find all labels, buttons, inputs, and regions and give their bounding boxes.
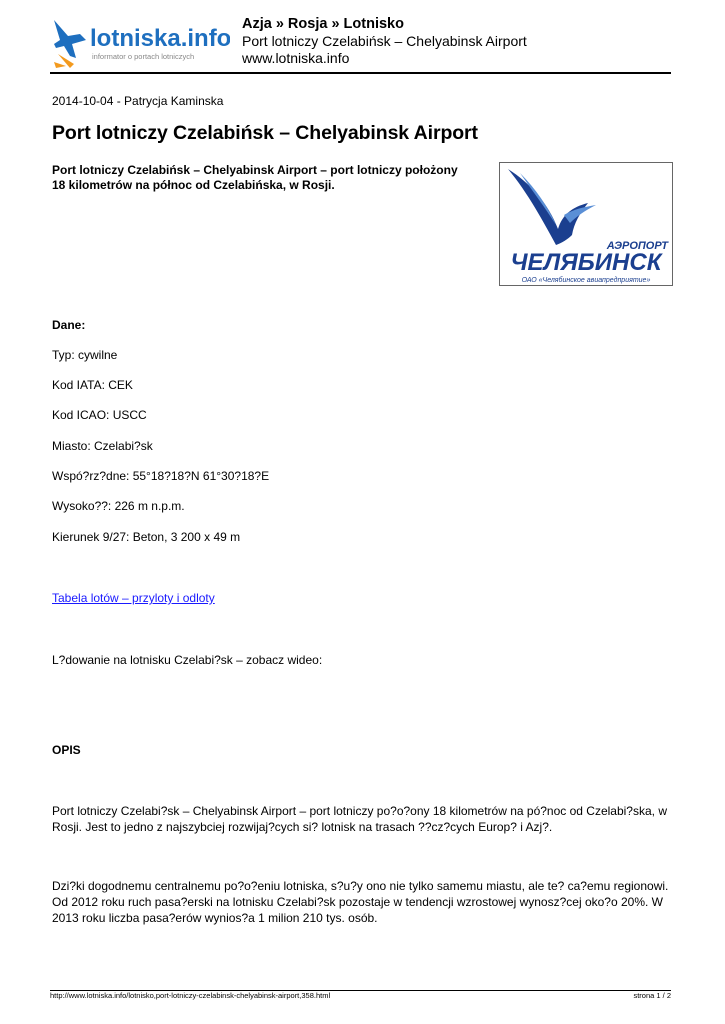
bird-icon xyxy=(508,169,596,245)
article-lead: Port lotniczy Czelabińsk – Chelyabinsk Airport – port lotniczy położony 18 kilometrów na północ od Czelabińska, w Rosji. xyxy=(52,163,458,192)
footer-page-number: strona 1 / 2 xyxy=(633,991,671,1000)
info-kierunek: Kierunek 9/27: Beton, 3 200 x 49 m xyxy=(52,530,241,544)
paragraph-1: Port lotniczy Czelabi?sk – Chelyabinsk Airport – port lotniczy po?o?ony 18 kilometrów na pó?noc od Czelabi?ska, w Rosji. Jest to jedno z najszybciej rozwijaj?cych si? lotnisk na trasach ??cz?cych Europ? i Azj?. xyxy=(52,804,667,834)
image-caption: ОАО «Челябинское авиапредприятие» xyxy=(521,277,651,284)
plane-logo-icon xyxy=(54,20,86,68)
info-iata: Kod IATA: CEK xyxy=(52,378,133,392)
article-meta: 2014-10-04 - Patrycja Kaminska xyxy=(52,94,224,108)
paragraph-2: Dzi?ki dogodnemu centralnemu po?o?eniu lotniska, s?u?y ono nie tylko samemu miastu, ale te? ca?emu regionowi. Od 2012 roku ruch pasa?erski na lotnisku Czelabi?sk pozostaje w tendencji wzrostowej wynosz?cej oko?o 20%. W 2013 roku liczba pasa?erów wynios?a 1 milion 210 tys. osób. xyxy=(52,879,669,925)
header-subtitle: Port lotniczy Czelabińsk – Chelyabinsk Airport xyxy=(242,33,527,49)
opis-heading: OPIS xyxy=(52,743,81,757)
page-title: Port lotniczy Czelabińsk – Chelyabinsk Airport xyxy=(52,122,478,144)
info-miasto: Miasto: Czelabi?sk xyxy=(52,439,153,453)
dane-heading: Dane: xyxy=(52,318,86,332)
header-divider xyxy=(50,72,671,74)
info-typ: Typ: cywilne xyxy=(52,348,118,362)
breadcrumb: Azja » Rosja » Lotnisko xyxy=(242,16,404,32)
info-wysokosc: Wysoko??: 226 m n.p.m. xyxy=(52,499,185,513)
footer-url: http://www.lotniska.info/lotnisko,port-lotniczy-czelabinsk-chelyabinsk-airport,358.html xyxy=(50,991,331,1000)
info-icao: Kod ICAO: USCC xyxy=(52,408,147,422)
lotniska-logo[interactable] xyxy=(50,14,230,70)
info-wspolrzedne: Wspó?rz?dne: 55°18?18?N 61°30?18?E xyxy=(52,469,270,483)
logo-tagline: informator o portach lotniczych xyxy=(92,52,195,61)
header-site: www.lotniska.info xyxy=(242,50,350,66)
video-text: L?dowanie na lotnisku Czelabi?sk – zobacz wideo: xyxy=(52,653,323,667)
image-main-text: ЧЕЛЯБИНСК xyxy=(510,249,662,276)
page-header xyxy=(242,16,527,67)
image-top-text: АЭРОПОРТ xyxy=(606,240,668,252)
logo-text: lotniska.info xyxy=(90,25,230,52)
airport-logo-image xyxy=(499,162,673,286)
flight-table-link[interactable]: Tabela lotów – przyloty i odloty xyxy=(52,591,215,605)
